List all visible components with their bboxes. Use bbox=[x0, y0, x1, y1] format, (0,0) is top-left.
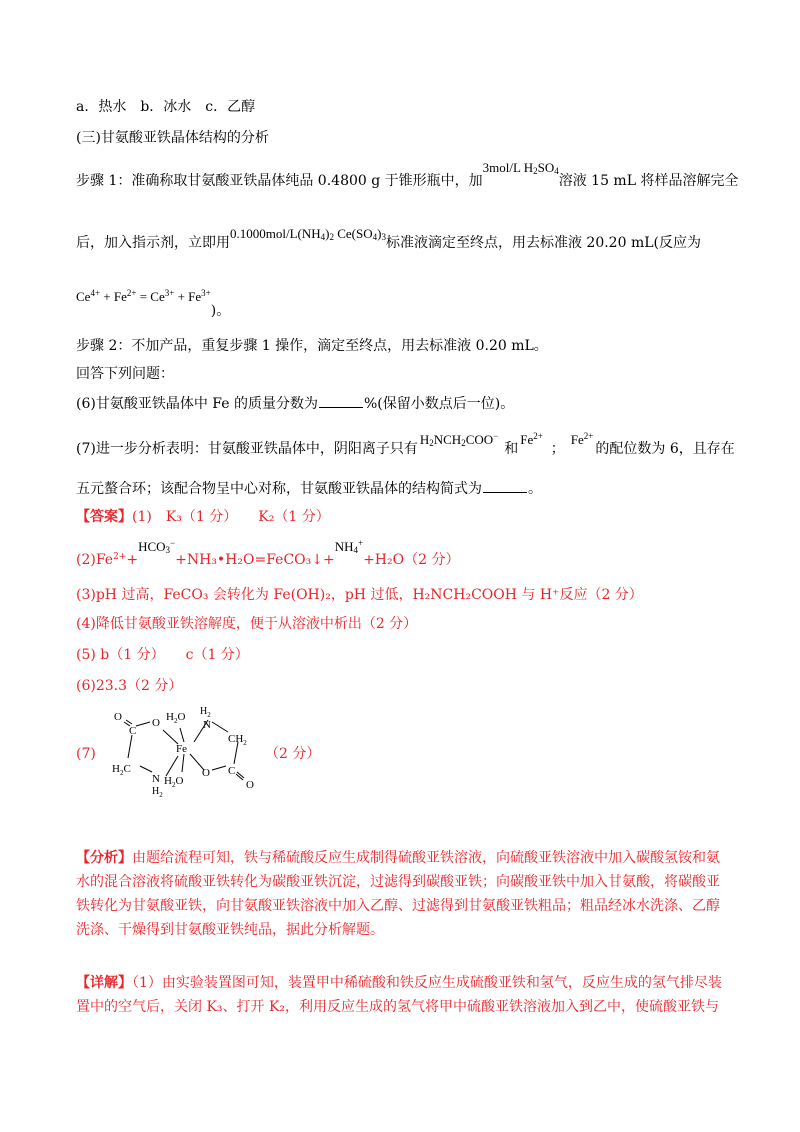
glycinate-anion-formula: $H_2NCH_2COO^-$ bbox=[419, 431, 499, 448]
struct-o-1: O bbox=[114, 711, 122, 723]
struct-c-2: C bbox=[228, 765, 236, 777]
answer-1: 【答案】(1) K₃（1 分） K₂（1 分） bbox=[76, 509, 330, 525]
struct-o-4: O bbox=[246, 779, 254, 791]
glycine-iron-structure bbox=[100, 700, 270, 800]
answer-7-label: (7) bbox=[76, 746, 96, 762]
answer-7-score: （2 分） bbox=[265, 746, 321, 762]
struct-nh2-h-top: $H_2$ bbox=[200, 706, 211, 719]
question-6: (6)甘氨酸亚铁晶体中 Fe 的质量分数为 %(保留小数点后一位)。 bbox=[76, 393, 514, 414]
answer-label: 【答案】 bbox=[76, 509, 132, 525]
section-title: (三)甘氨酸亚铁晶体结构的分析 bbox=[76, 130, 269, 146]
reaction-end: )。 bbox=[210, 303, 231, 319]
struct-o-3: O bbox=[202, 767, 210, 779]
step1-text-b: 溶液 15 mL 将样品溶解完全 bbox=[558, 173, 739, 189]
question-7-line2: 五元螯合环；该配合物呈中心对称，甘氨酸亚铁晶体的结构简式为 。 bbox=[76, 478, 542, 499]
step1-line2-pre: 后，加入指示剂，立即用 bbox=[76, 235, 230, 251]
titrant-formula: $0.1000mol/L(NH_4)_2$ $Ce(SO_4)_3$ bbox=[230, 226, 386, 242]
struct-c-1: C bbox=[129, 725, 137, 737]
step1-line2 bbox=[76, 226, 701, 256]
analysis-label: 【分析】 bbox=[76, 850, 132, 866]
step1-line2-post: 标准液滴定至终点，用去标准液 20.20 mL(反应为 bbox=[385, 235, 701, 251]
question-7-line1: (7)进一步分析表明：甘氨酸亚铁晶体中，阴阳离子只有$H_2NCH_2COO^-$和$Fe^{2+}$；$Fe^{2+}$的配位数为 6，且存在 bbox=[76, 431, 735, 457]
answer-6: (6)23.3（2 分） bbox=[76, 678, 183, 694]
step1-text-a: 步骤 1：准确称取甘氨酸亚铁晶体纯品 0.4800 g 于锥形瓶中，加 bbox=[76, 173, 483, 189]
answer-prompt: 回答下列问题： bbox=[76, 366, 174, 382]
struct-n-1: N bbox=[203, 719, 211, 731]
step2-text: 步骤 2：不加产品，重复步骤 1 操作，滴定至终点，用去标准液 0.20 mL。 bbox=[76, 338, 548, 354]
answer-3: (3)pH 过高，FeCO₃ 会转化为 Fe(OH)₂，pH 过低，H₂NCH₂COOH 与 H⁺反应（2 分） bbox=[76, 587, 643, 603]
struct-nh2-h-bottom: $H_2$ bbox=[152, 786, 163, 799]
struct-n-2: N bbox=[152, 773, 160, 785]
struct-fe: Fe bbox=[176, 743, 187, 755]
struct-ch2: $CH_2$ bbox=[228, 733, 247, 747]
struct-h2o-1: $H_2O$ bbox=[166, 711, 186, 725]
struct-h2c: $H_2C$ bbox=[112, 763, 131, 777]
analysis-paragraph bbox=[76, 846, 728, 942]
reaction-equation: $Ce^{4+} + Fe^{2+} = Ce^{3+} + Fe^{3+}$)。 bbox=[76, 288, 231, 319]
answer-2: $(2)Fe^{2+}+HCO_3^-+NH_3•H_2O=FeCO_3↓+NH_4^++H_2O(2$ 分） bbox=[76, 538, 460, 568]
step1-line1 bbox=[76, 160, 739, 194]
detail-paragraph bbox=[76, 971, 728, 1019]
struct-h2o-2: $H_2O$ bbox=[164, 775, 184, 789]
detail-label: 【详解】 bbox=[76, 975, 132, 991]
answer-blank-7[interactable] bbox=[483, 478, 527, 493]
answer-blank-6[interactable] bbox=[319, 393, 363, 408]
detail-text: （1）由实验装置图可知，装置甲中稀硫酸和铁反应生成硫酸亚铁和氢气，反应生成的氢气排尽装置中的空气后，关闭 K₃、打开 K₂，利用反应生成的氢气将甲中硫酸亚铁溶液加入到乙中，使硫酸亚铁与 bbox=[76, 975, 722, 1015]
struct-o-2: O bbox=[152, 717, 160, 729]
question-options: a．热水 b．冰水 c．乙醇 bbox=[76, 99, 256, 115]
answer-4: (4)降低甘氨酸亚铁溶解度，便于从溶液中析出（2 分） bbox=[76, 616, 418, 632]
analysis-text: 由题给流程可知，铁与稀硫酸反应生成制得硫酸亚铁溶液，向硫酸亚铁溶液中加入碳酸氢铵和氨水的混合溶液将硫酸亚铁转化为碳酸亚铁沉淀，过滤得到碳酸亚铁；向碳酸亚铁中加入甘氨酸，将碳酸亚铁转化为甘氨酸亚铁，向甘氨酸亚铁溶液中加入乙醇、过滤得到甘氨酸亚铁粗品；粗品经冰水洗涤、乙醇洗涤、干燥得到甘氨酸亚铁纯品，据此分析解题。 bbox=[76, 850, 720, 938]
sulfuric-acid-formula: 3mol/L $H_2SO_4$ bbox=[482, 160, 559, 176]
answer-5: (5) b（1 分） c（1 分） bbox=[76, 647, 249, 663]
